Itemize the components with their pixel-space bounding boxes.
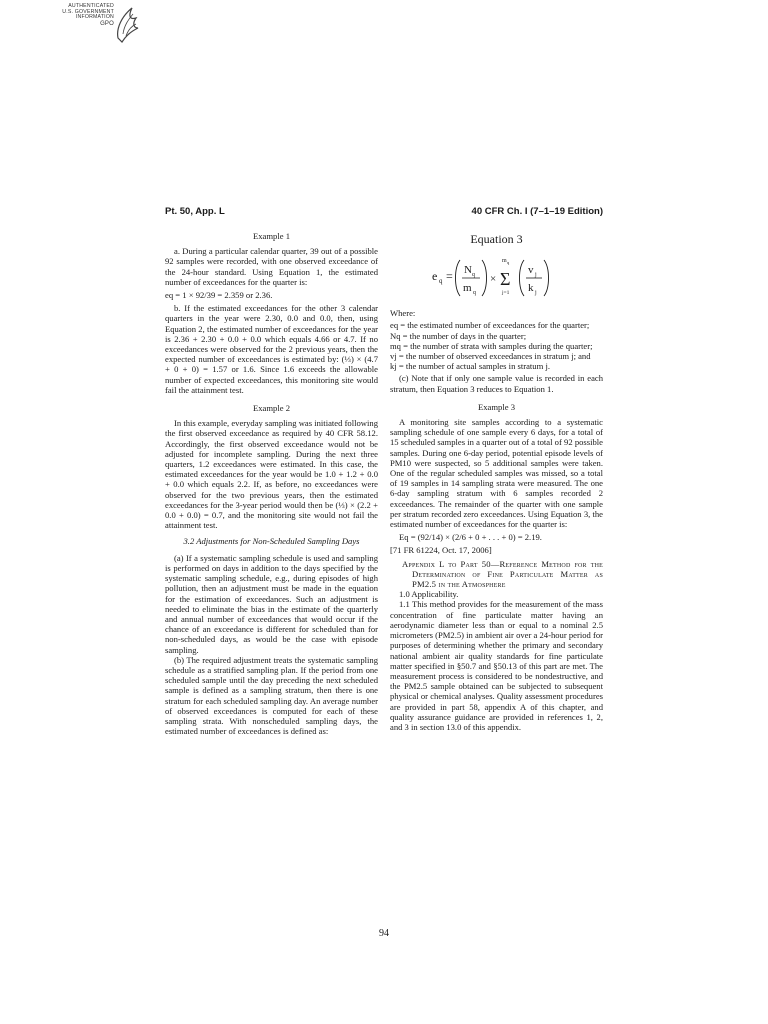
definition-mq: mq = the number of strata with samples during the quarter; xyxy=(390,340,593,351)
eq-sum-bottom: j=1 xyxy=(501,290,509,297)
gpo-authentication-logo xyxy=(56,4,146,44)
running-header-left: Pt. 50, App. L xyxy=(165,206,225,217)
eq-denominator-k-sub: j xyxy=(534,290,537,297)
section-3-2-paragraph-b: (b) The required adjustment treats the systematic sampling schedule as a stratified sampling plan. If the period from one scheduled sample until the day preceding the next scheduled sample is defined as a sampling stratum, then there is one stratum for each scheduled sampling day. An average number of observed exceedances is computed for each of these sampling strata. With nonscheduled sampling days, the estimated number of exceedances is defined as: xyxy=(165,654,378,737)
section-3-2-heading: 3.2 Adjustments for Non-Scheduled Sampling Days xyxy=(183,536,360,547)
eq-denominator-k: k xyxy=(527,282,533,295)
definition-eq: eq = the estimated number of exceedances for the quarter; xyxy=(390,320,590,331)
eq-equals: = xyxy=(445,269,453,284)
equation-3-heading: Equation 3 xyxy=(470,232,523,246)
running-header-right: 40 CFR Ch. I (7–1–19 Edition) xyxy=(471,206,603,217)
example-3-heading: Example 3 xyxy=(478,401,515,412)
eq-numerator-n-sub: q xyxy=(471,272,475,279)
example-1-heading: Example 1 xyxy=(253,231,290,241)
equation-3-formula xyxy=(422,250,572,302)
example-2-heading: Example 2 xyxy=(253,403,290,414)
section-1-1-paragraph: 1.1 This method provides for the measurement of the mass concentration of fine particulate matter having an aerodynamic diameter less than or equal to a nominal 2.5 micrometers (PM2.5) in ambient air over a 24-hour period for purposes of determining whether the primary and secondary national ambient air quality standards for fine particulate matter specified in §50.7 and §50.13 of this part are met. The measurement process is considered to be nondestructive, and the PM2.5 sample obtained can be subjected to subsequent physical or chemical analyses. Quality assessment procedures are provided in part 58, appendix A of this chapter, and quality assurance guidance are provided in references 1, 2, and 3 in section 13.0 of this appendix. xyxy=(390,599,603,732)
eq-denominator-m: m xyxy=(462,282,472,295)
definition-vj: vj = the number of observed exceedances in stratum j; and xyxy=(390,351,591,362)
example-1-paragraph-a: a. During a particular calendar quarter, 39 out of a possible 92 samples were recorded, with one observed exceedance of the 24-hour standard. Using Equation 1, the estimated number of exceedances for the quarter is: xyxy=(165,246,378,287)
paragraph-c: (c) Note that if only one sample value is recorded in each stratum, then Equation 3 reduces to Equation 1. xyxy=(390,373,603,394)
section-1-0-heading: 1.0 Applicability. xyxy=(399,589,459,600)
logo-line-1: AUTHENTICATED xyxy=(68,3,114,9)
page-number: 94 xyxy=(379,928,389,939)
definition-kj: kj = the number of actual samples in stratum j. xyxy=(390,361,550,372)
eq-lhs-sub: q xyxy=(438,277,442,286)
eq-numerator-v: v xyxy=(527,264,533,277)
logo-line-3: INFORMATION xyxy=(75,14,114,21)
eq-numerator-n: N xyxy=(463,264,472,277)
definitions-list xyxy=(390,320,603,371)
example-1-equation: eq = 1 × 92/39 = 2.359 or 2.36. xyxy=(165,290,273,301)
svg-text:Σ: Σ xyxy=(499,269,510,290)
left-column xyxy=(165,226,378,736)
where-label: Where: xyxy=(390,308,416,319)
appendix-l-title: Appendix L to Part 50—Reference Method for the Determination of Fine Particulate Matter as PM2.5 in the Atmosphere xyxy=(402,558,603,590)
example-3-paragraph: A monitoring site samples according to a systematic sampling schedule of one sample every 6 days, for a total of 15 scheduled samples in a quarter out of a total of 92 possible samples. During one 6-day period, potential episode levels of PM10 were suspected, so 5 additional samples were taken. One of the regular scheduled samples was missed, so a total of 19 samples in 14 sampling strata were measured. The one 6-day sampling stratum with 6 samples recorded 2 exceedances. The remainder of the quarter with one sample per stratum recorded zero exceedances. Using Equation 3, the estimated number of exceedances for the quarter is: xyxy=(390,417,603,530)
eq-sum-top-sub: q xyxy=(506,260,509,266)
eq-sum-top: m xyxy=(501,258,507,265)
eq-denominator-m-sub: q xyxy=(472,290,476,297)
eq-lhs: e xyxy=(431,269,437,284)
logo-line-2: U.S. GOVERNMENT xyxy=(62,8,114,15)
eagle-seal-icon xyxy=(114,4,140,44)
example-3-equation: Eq = (92/14) × (2/6 + 0 + . . . + 0) = 2.19. xyxy=(399,532,542,543)
federal-register-citation: [71 FR 61224, Oct. 17, 2006] xyxy=(390,545,492,556)
logo-line-4: GPO xyxy=(100,20,114,27)
eq-numerator-v-sub: j xyxy=(534,272,537,279)
eq-times: × xyxy=(489,273,496,286)
section-3-2-paragraph-a: (a) If a systematic sampling schedule is used and sampling is performed on days in addition to the days specified by the systematic sampling schedule, e.g., during episodes of high pollution, then an adjustment must be made in the equation for the estimation of exceedances. Such an adjustment is needed to eliminate the bias in the estimate of the quarterly and annual number of exceedances that would occur if the chance of an exceedance is different for scheduled than for non-scheduled days, as would be the case with episode sampling. xyxy=(165,552,378,655)
example-1-paragraph-b: b. If the estimated exceedances for the other 3 calendar quarters in the year were 2.30, 0.0 and 0.0, then, using Equation 2, the estimated number of exceedances for the year is 2.36 + 2.30 + 0.0 + 0.0 which equals 4.66 or 4.7. If no exceedances were observed for the 2 previous years, then the expected number of exceedances is estimated by: (⅓) × (4.7 + 0 + 0) = 1.57 or 1.6. Since 1.6 exceeds the allowable number of expected exceedances, this monitoring site would fail the attainment test. xyxy=(165,303,378,395)
definition-nq: Nq = the number of days in the quarter; xyxy=(390,330,527,341)
example-2-paragraph: In this example, everyday sampling was initiated following the first observed exceedance as required by 40 CFR 58.12. Accordingly, the first observed exceedance would not be adjusted for incomplete sampling. During the next three quarters, 1.2 exceedances were estimated. In this case, the estimated exceedances for the year would be 1.0 + 1.2 + 0.0 + 0.0 which equals 2.2. If, as before, no exceedances were observed for the two previous years, then the estimated exceedances for the 3-year period would then be (⅓) × (2.2 + 0.0 + 0.0) = 0.7, and the monitoring site would not fail the attainment test. xyxy=(165,418,378,531)
right-column xyxy=(390,226,603,732)
